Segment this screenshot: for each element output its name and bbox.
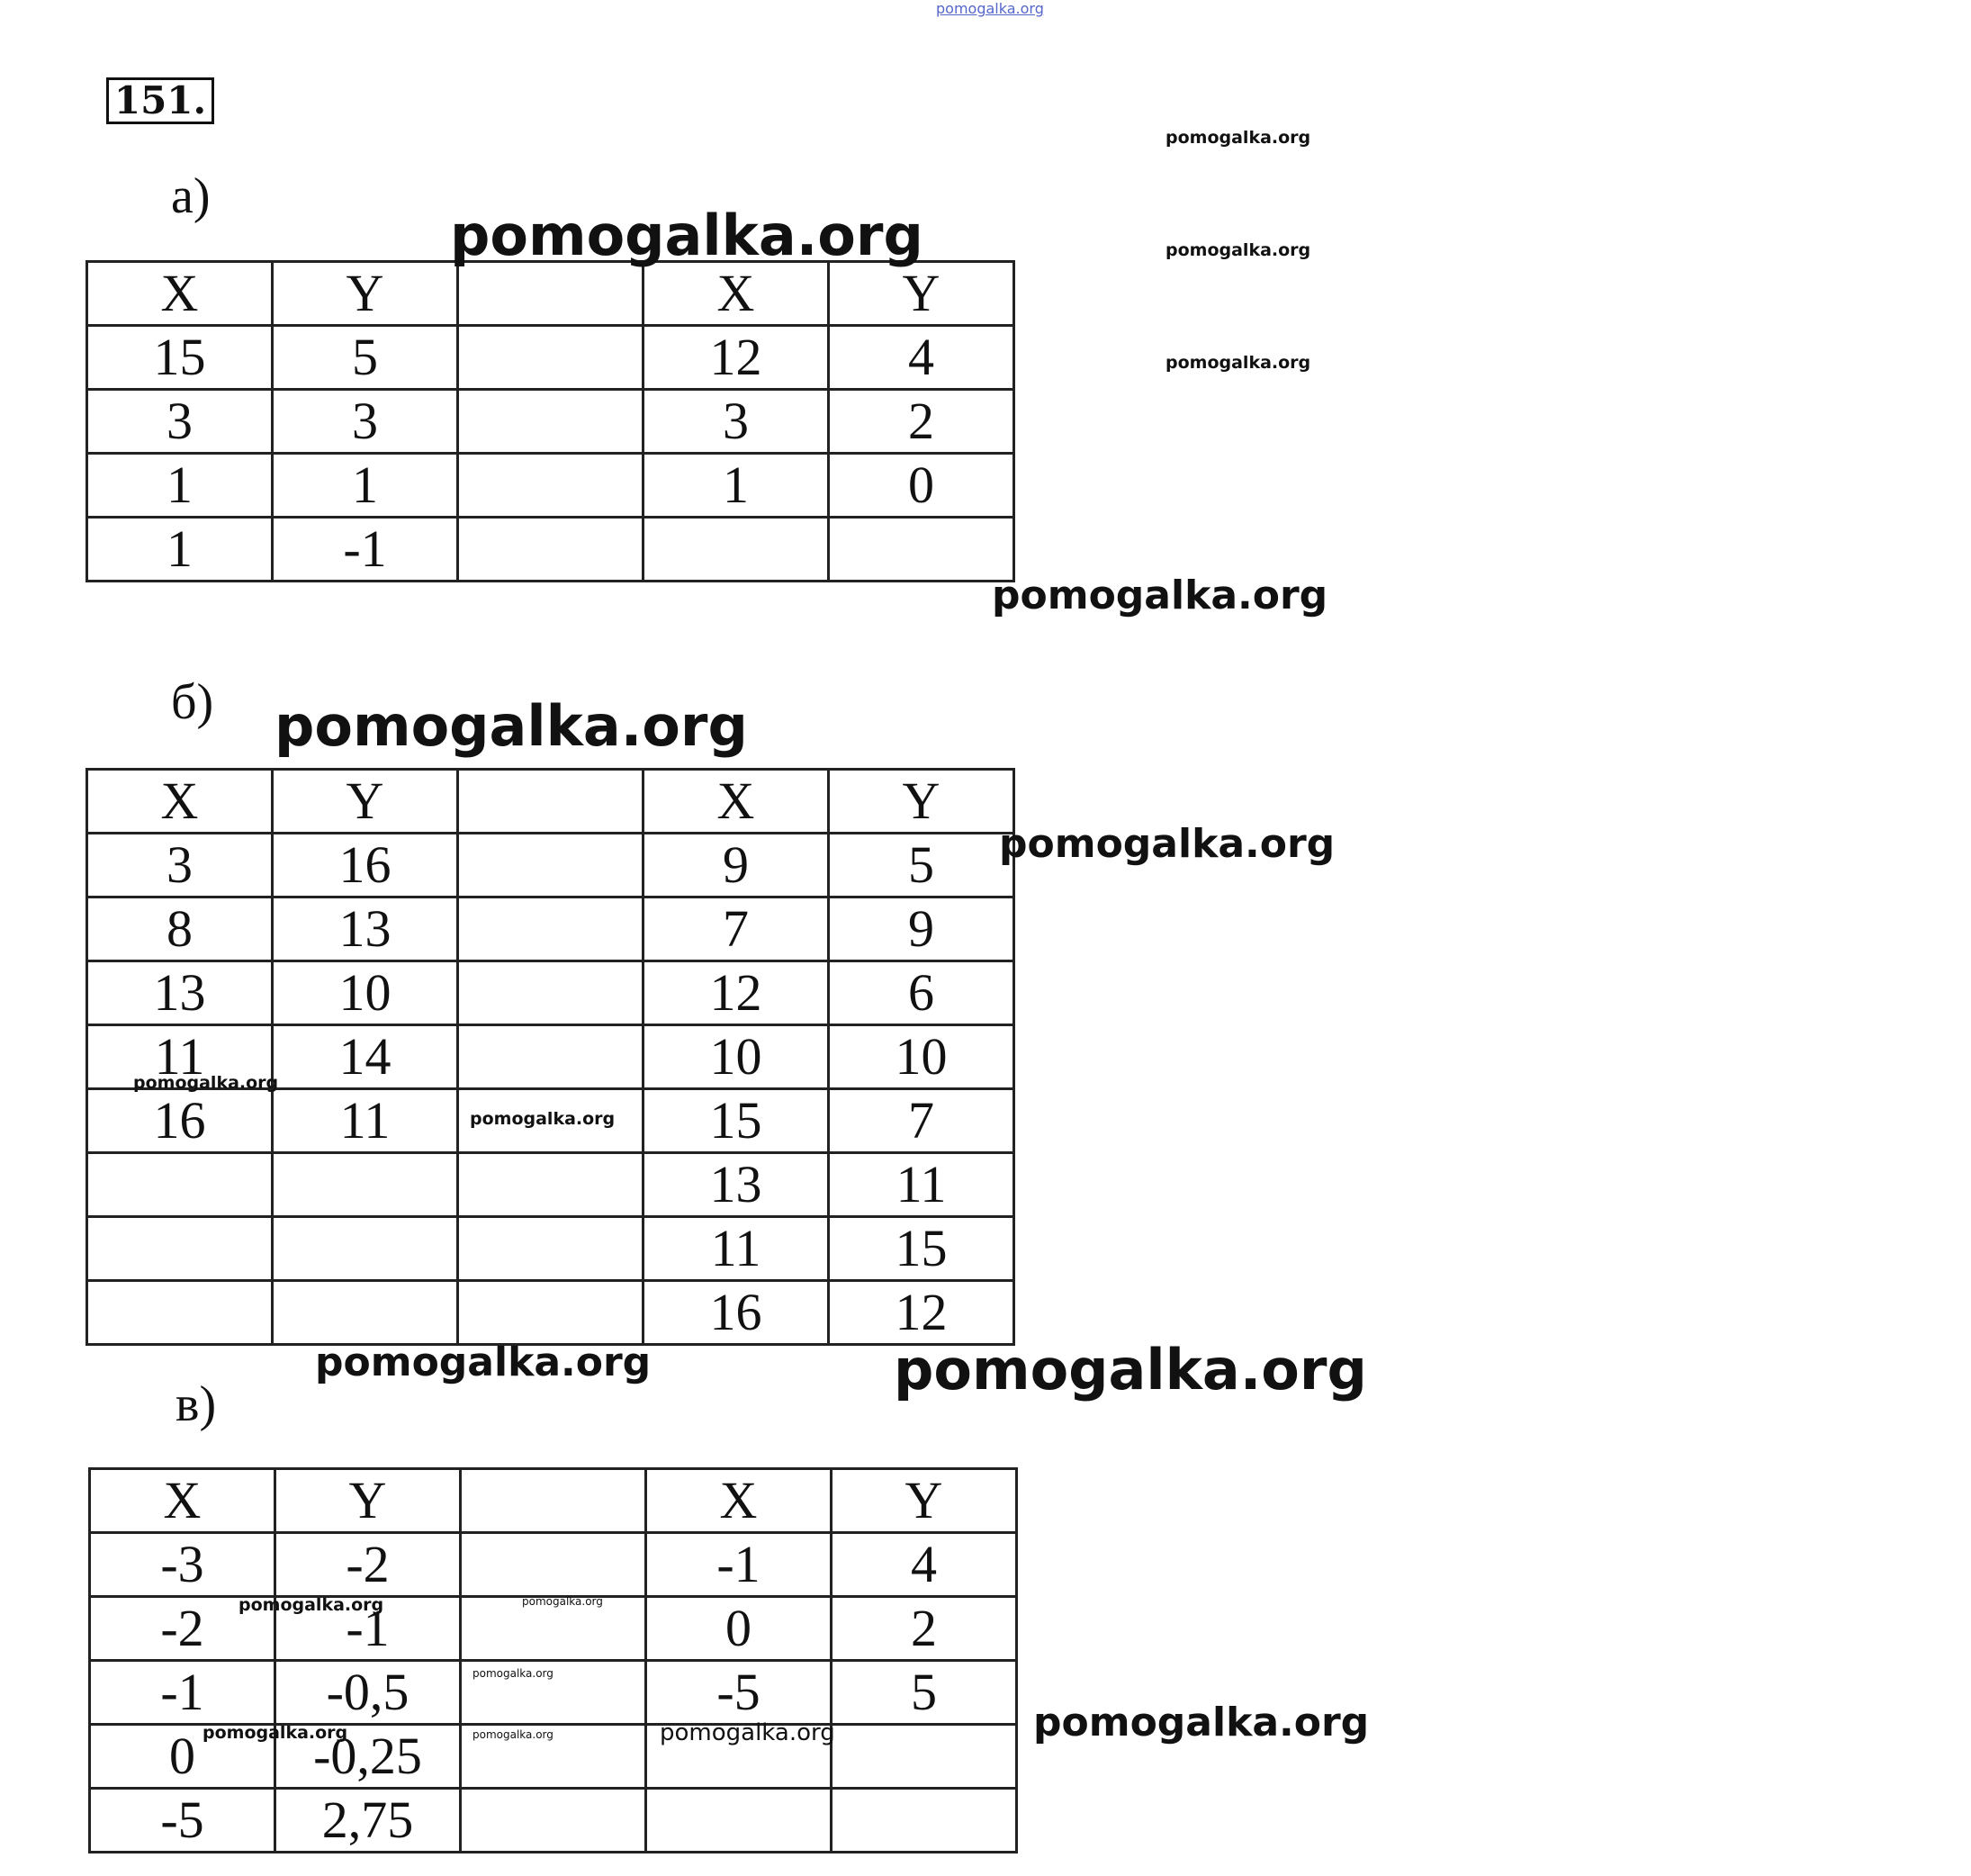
table-cell: 14	[273, 1025, 458, 1089]
header-cell: X	[90, 1469, 275, 1533]
table-cell: -5	[90, 1789, 275, 1853]
table-cell: 16	[273, 834, 458, 897]
part-label-a: а)	[171, 168, 211, 224]
table-cell: 1	[87, 518, 273, 582]
table-header-row	[87, 770, 1014, 834]
table-cell: 9	[644, 834, 829, 897]
table-cell	[458, 1025, 644, 1089]
table-cell: -1	[275, 1597, 461, 1661]
table-cell: 12	[644, 961, 829, 1025]
table-cell: 3	[87, 834, 273, 897]
table-cell: 15	[829, 1217, 1014, 1281]
table-cell	[644, 518, 829, 582]
table-cell: 13	[87, 961, 273, 1025]
watermark: pomogalka.org	[472, 1667, 554, 1680]
table-cell: -3	[90, 1533, 275, 1597]
table-cell: 7	[829, 1089, 1014, 1153]
watermark: pomogalka.org	[274, 693, 748, 759]
table-part-a	[86, 260, 1015, 582]
watermark: pomogalka.org	[1166, 240, 1311, 260]
table-header-row	[90, 1469, 1017, 1533]
table-cell: 9	[829, 897, 1014, 961]
watermark: pomogalka.org	[202, 1723, 348, 1743]
table-cell	[832, 1725, 1017, 1789]
table-part-b	[86, 768, 1015, 1346]
table-row	[87, 1217, 1014, 1281]
table-cell: 7	[644, 897, 829, 961]
table-cell: -5	[646, 1661, 832, 1725]
table-cell: 5	[273, 326, 458, 390]
table-cell: 3	[87, 390, 273, 454]
table-cell: 2	[832, 1597, 1017, 1661]
table-cell: 6	[829, 961, 1014, 1025]
table-cell: 2,75	[275, 1789, 461, 1853]
table-cell: 1	[273, 454, 458, 518]
table-cell: 15	[87, 326, 273, 390]
table-cell: 12	[644, 326, 829, 390]
watermark: pomogalka.org	[894, 1337, 1367, 1402]
watermark: pomogalka.org	[1166, 353, 1311, 373]
table-cell: 15	[644, 1089, 829, 1153]
table-row	[87, 1153, 1014, 1217]
header-cell: X	[87, 262, 273, 326]
table-cell: -2	[275, 1533, 461, 1597]
table-cell: 16	[644, 1281, 829, 1345]
table-cell: 1	[87, 454, 273, 518]
table-cell: 11	[644, 1217, 829, 1281]
header-cell: Y	[832, 1469, 1017, 1533]
table-cell	[458, 961, 644, 1025]
watermark: pomogalka.org	[992, 573, 1328, 618]
table-cell: 11	[87, 1025, 273, 1089]
table-cell: 5	[829, 834, 1014, 897]
table-cell	[273, 1281, 458, 1345]
table-cell	[458, 518, 644, 582]
table-cell: -1	[90, 1661, 275, 1725]
header-cell	[458, 770, 644, 834]
table-row	[87, 518, 1014, 582]
watermark: pomogalka.org	[522, 1595, 603, 1608]
table-row	[90, 1789, 1017, 1853]
header-cell: Y	[275, 1469, 461, 1533]
table-cell: 11	[829, 1153, 1014, 1217]
part-label-b: б)	[171, 674, 214, 730]
part-label-c: в)	[176, 1376, 217, 1432]
table-cell	[87, 1281, 273, 1345]
table-cell: 0	[829, 454, 1014, 518]
header-cell: Y	[829, 770, 1014, 834]
table-cell	[461, 1533, 646, 1597]
table-cell	[832, 1789, 1017, 1853]
table-cell: 0	[646, 1597, 832, 1661]
header-cell: X	[87, 770, 273, 834]
table-cell	[646, 1789, 832, 1853]
table-cell: 13	[273, 897, 458, 961]
table-cell: 2	[829, 390, 1014, 454]
table-cell: 1	[644, 454, 829, 518]
table-cell: 8	[87, 897, 273, 961]
table-cell: 11	[273, 1089, 458, 1153]
table-cell: 4	[829, 326, 1014, 390]
task-number: 151.	[106, 77, 214, 124]
watermark: pomogalka.org	[450, 203, 923, 268]
table-cell	[461, 1789, 646, 1853]
header-cell	[458, 262, 644, 326]
table-cell: 10	[273, 961, 458, 1025]
table-cell: -2	[90, 1597, 275, 1661]
watermark: pomogalka.org	[660, 1719, 835, 1746]
table-cell	[458, 1153, 644, 1217]
top-watermark[interactable]: pomogalka.org	[936, 0, 1044, 17]
header-cell: X	[644, 262, 829, 326]
table-cell	[458, 897, 644, 961]
table-row	[90, 1533, 1017, 1597]
table-cell: 13	[644, 1153, 829, 1217]
table-row	[87, 454, 1014, 518]
table-header-row	[87, 262, 1014, 326]
table-cell	[458, 1281, 644, 1345]
table-cell: 5	[832, 1661, 1017, 1725]
table-cell	[458, 834, 644, 897]
table-row	[87, 897, 1014, 961]
table-cell: -0,5	[275, 1661, 461, 1725]
table-cell: 12	[829, 1281, 1014, 1345]
table-row	[87, 961, 1014, 1025]
table-cell	[458, 454, 644, 518]
table-cell	[829, 518, 1014, 582]
watermark: pomogalka.org	[238, 1595, 384, 1615]
table-cell	[87, 1217, 273, 1281]
watermark: pomogalka.org	[1166, 128, 1311, 148]
table-row	[87, 390, 1014, 454]
watermark: pomogalka.org	[472, 1728, 554, 1741]
table-cell: -1	[646, 1533, 832, 1597]
table-cell: 3	[273, 390, 458, 454]
header-cell: X	[646, 1469, 832, 1533]
table-cell	[458, 326, 644, 390]
table-cell: 4	[832, 1533, 1017, 1597]
table-cell: -1	[273, 518, 458, 582]
header-cell: X	[644, 770, 829, 834]
table-cell	[458, 1217, 644, 1281]
table-cell: 16	[87, 1089, 273, 1153]
table-cell	[87, 1153, 273, 1217]
table-cell: 3	[644, 390, 829, 454]
table-cell: 10	[829, 1025, 1014, 1089]
table-cell	[458, 390, 644, 454]
header-cell: Y	[273, 770, 458, 834]
table-part-c	[88, 1467, 1018, 1853]
table-row	[87, 834, 1014, 897]
watermark: pomogalka.org	[133, 1073, 279, 1093]
table-cell	[273, 1153, 458, 1217]
table-row	[87, 326, 1014, 390]
table-row	[87, 1281, 1014, 1345]
watermark: pomogalka.org	[999, 821, 1336, 867]
header-cell: Y	[829, 262, 1014, 326]
table-cell: -0,25	[275, 1725, 461, 1789]
watermark: pomogalka.org	[470, 1109, 616, 1129]
watermark: pomogalka.org	[315, 1339, 652, 1385]
table-cell: 10	[644, 1025, 829, 1089]
header-cell: Y	[273, 262, 458, 326]
watermark: pomogalka.org	[1033, 1700, 1370, 1745]
table-cell	[273, 1217, 458, 1281]
table-cell: 0	[90, 1725, 275, 1789]
header-cell	[461, 1469, 646, 1533]
